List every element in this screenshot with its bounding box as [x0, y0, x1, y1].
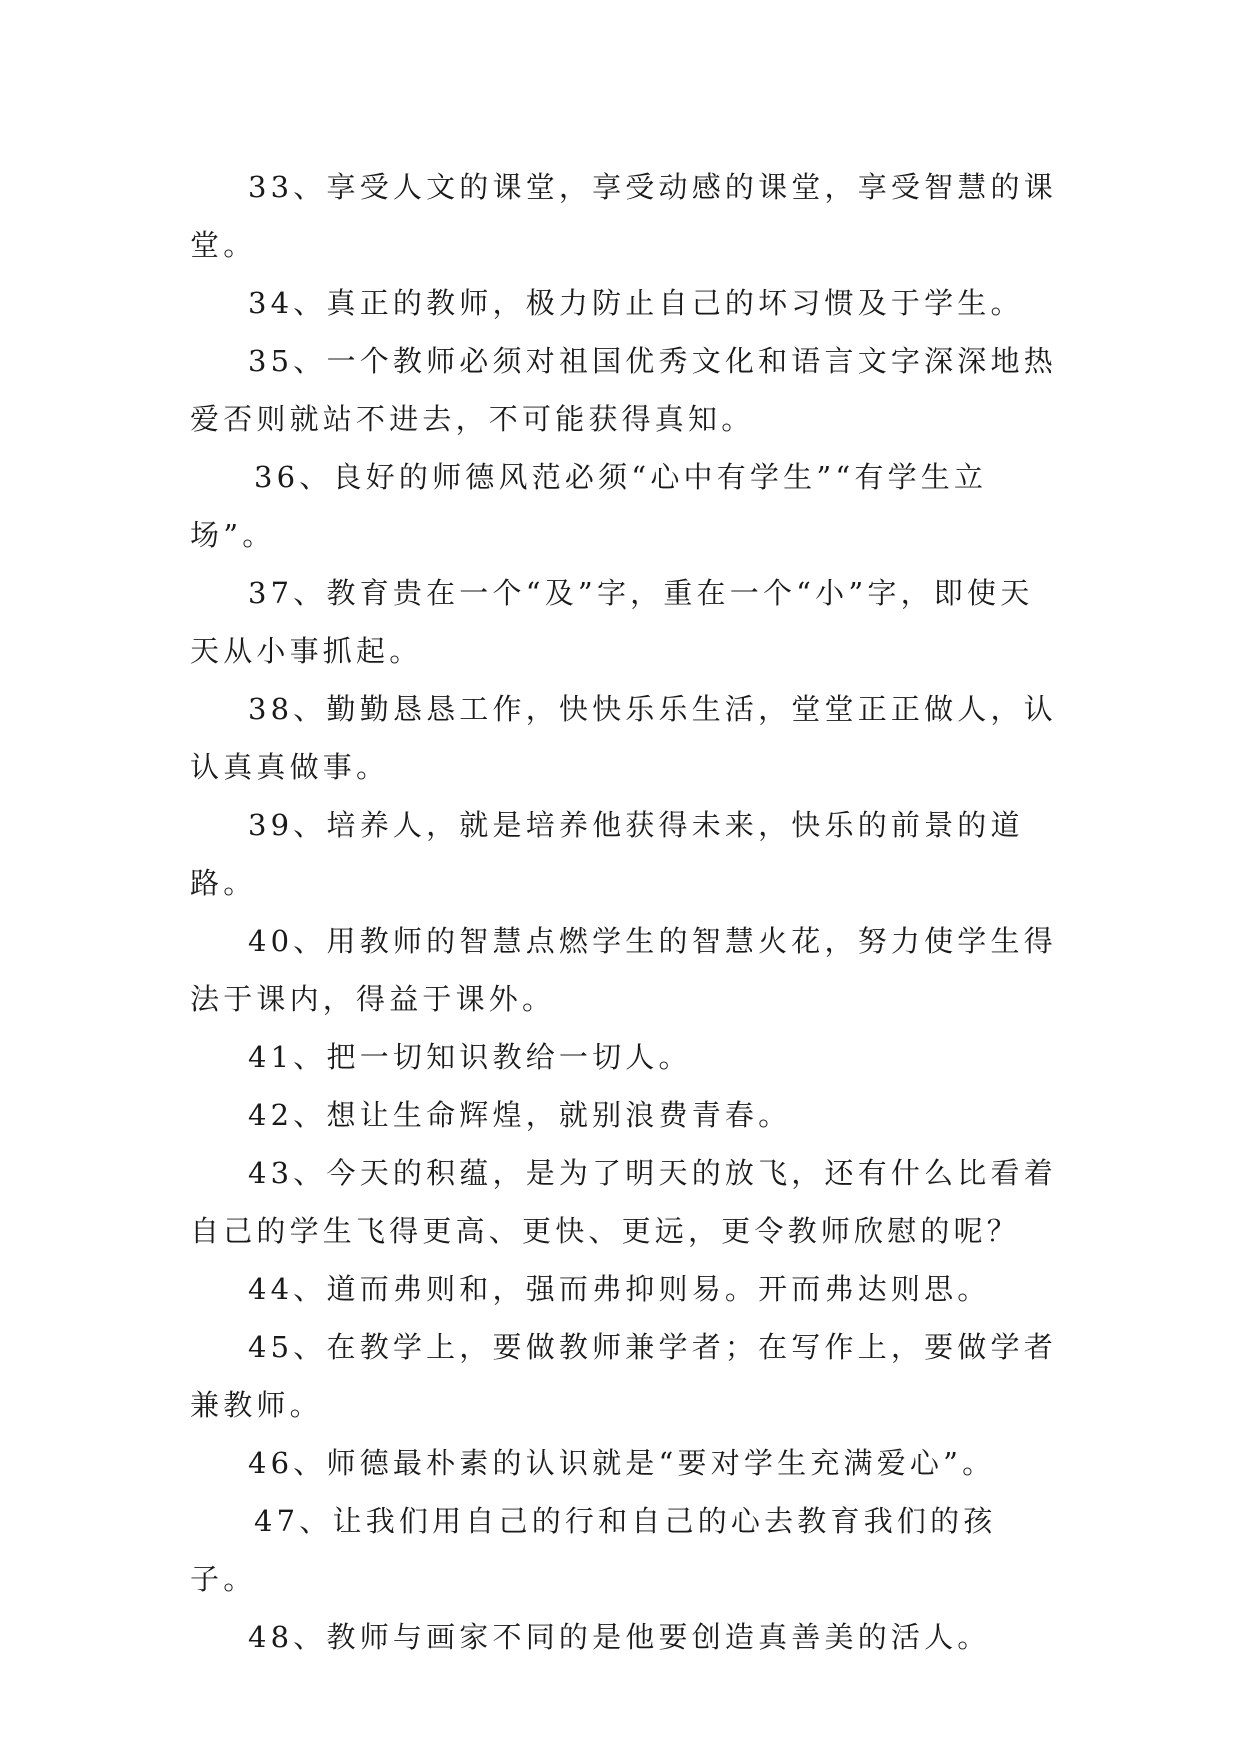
paragraph-42: 42、想让生命辉煌，就别浪费青春。: [248, 1098, 792, 1132]
paragraph-39: 39、培养人，就是培养他获得未来，快乐的前景的道路。: [190, 808, 1024, 900]
paragraph-37: 37、教育贵在一个“及”字，重在一个“小”字，即使天天从小事抓起。: [190, 576, 1034, 668]
paragraph-34: 34、真正的教师，极力防止自己的坏习惯及于学生。: [248, 286, 1024, 320]
paragraph-46: 46、师德最朴素的认识就是“要对学生充满爱心”。: [248, 1446, 996, 1480]
paragraph-35: 35、一个教师必须对祖国优秀文化和语言文字深深地热爱否则就站不进去，不可能获得真知。: [190, 344, 1057, 436]
paragraph-41: 41、把一切知识教给一切人。: [248, 1040, 692, 1074]
paragraph-38: 38、勤勤恳恳工作，快快乐乐生活，堂堂正正做人，认认真真做事。: [190, 692, 1057, 784]
paragraph-48: 48、教师与画家不同的是他要创造真善美的活人。: [248, 1620, 991, 1654]
paragraph-36: 36、良好的师德风范必须“心中有学生”“有学生立场”。: [190, 460, 988, 552]
paragraph-47: 47、让我们用自己的行和自己的心去教育我们的孩子。: [190, 1504, 997, 1596]
document-body: [190, 158, 1060, 1666]
paragraph-40: 40、用教师的智慧点燃学生的智慧火花，努力使学生得法于课内，得益于课外。: [190, 924, 1057, 1016]
paragraph-44: 44、道而弗则和，强而弗抑则易。开而弗达则思。: [248, 1272, 991, 1306]
paragraph-43: 43、今天的积蕴，是为了明天的放飞，还有什么比看着自己的学生飞得更高、更快、更远，更令教师欣慰的呢？: [190, 1156, 1057, 1248]
paragraph-33: 33、享受人文的课堂，享受动感的课堂，享受智慧的课堂。: [190, 170, 1057, 262]
paragraph-45: 45、在教学上，要做教师兼学者；在写作上，要做学者兼教师。: [190, 1330, 1057, 1422]
